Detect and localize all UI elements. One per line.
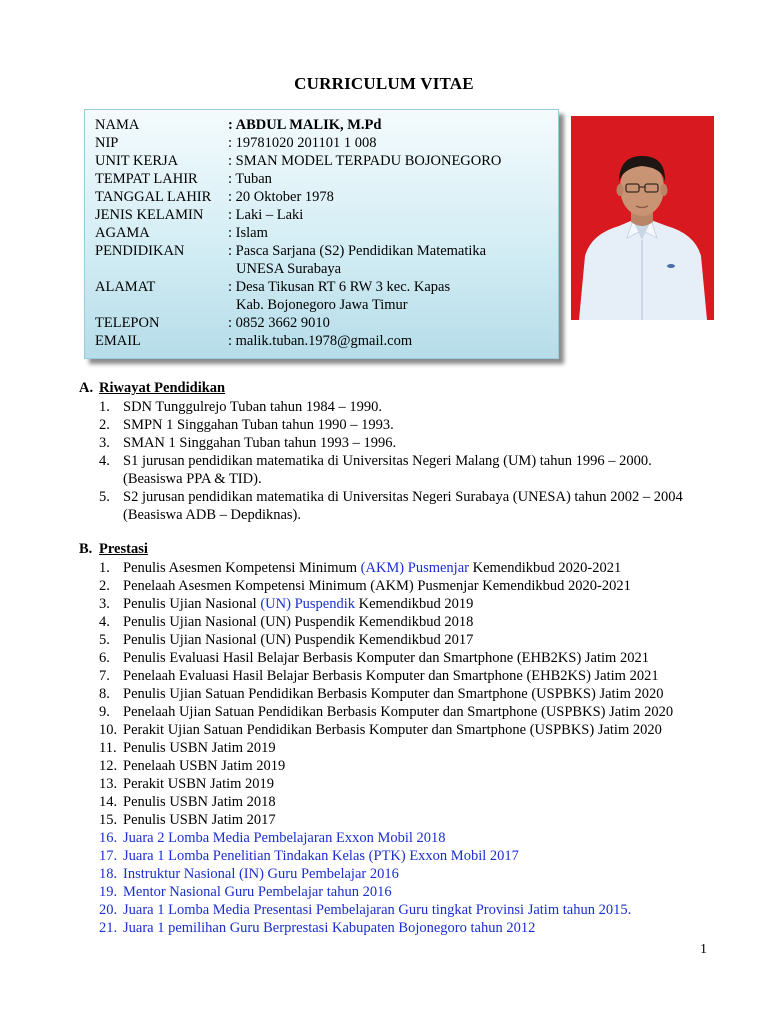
list-number: 2.: [99, 578, 110, 594]
identity-value: : 19781020 201101 1 008: [228, 135, 377, 151]
section-b-heading: [79, 541, 148, 558]
identity-value: : SMAN MODEL TERPADU BOJONEGORO: [228, 153, 502, 169]
identity-label: AGAMA: [95, 225, 150, 241]
person-portrait-icon: [571, 116, 714, 320]
achievement-item: [99, 703, 673, 721]
list-text: Mentor Nasional Guru Pembelajar tahun 2016: [123, 884, 392, 900]
achievement-item: [99, 559, 673, 577]
list-text-continuation: (Beasiswa ADB – Depdiknas).: [123, 507, 302, 523]
list-number: 5.: [99, 632, 110, 648]
identity-value: : 20 Oktober 1978: [228, 189, 334, 205]
list-number: 21.: [99, 920, 118, 936]
list-text: Juara 2 Lomba Media Pembelajaran Exxon Mobil 2018: [123, 830, 446, 846]
list-text: Penulis Evaluasi Hasil Belajar Berbasis Komputer dan Smartphone (EHB2KS) Jatim 2021: [123, 650, 649, 666]
list-number: 10.: [99, 722, 118, 738]
list-number: 5.: [99, 489, 110, 505]
achievement-item: [99, 685, 673, 703]
identity-label: ALAMAT: [95, 279, 156, 295]
list-number: 16.: [99, 830, 118, 846]
list-number: 9.: [99, 704, 110, 720]
list-text: Penelaah Evaluasi Hasil Belajar Berbasis Komputer dan Smartphone (EHB2KS) Jatim 2021: [123, 668, 659, 684]
list-number: 3.: [99, 435, 110, 451]
list-text: S1 jurusan pendidikan matematika di Universitas Negeri Malang (UM) tahun 1996 – 2000.: [123, 453, 652, 469]
profile-photo: [571, 116, 714, 320]
achievement-item: [99, 757, 673, 775]
achievement-item: [99, 847, 673, 865]
section-a-title: Riwayat Pendidikan: [99, 380, 226, 396]
list-number: 17.: [99, 848, 118, 864]
list-text: SMAN 1 Singgahan Tuban tahun 1993 – 1996.: [123, 435, 397, 451]
list-text: Kemendikbud 2019: [355, 596, 474, 612]
list-text: Juara 1 Lomba Penelitian Tindakan Kelas (PTK) Exxon Mobil 2017: [123, 848, 519, 864]
achievement-item: [99, 919, 673, 937]
list-number: 11.: [99, 740, 117, 756]
highlighted-text: (AKM) Pusmenjar: [360, 560, 469, 576]
achievement-item: [99, 649, 673, 667]
highlighted-text: (UN) Puspendik: [260, 596, 355, 612]
achievement-item: [99, 739, 673, 757]
achievement-item: [99, 775, 673, 793]
identity-label: TELEPON: [95, 315, 160, 331]
identity-value: : Desa Tikusan RT 6 RW 3 kec. Kapas: [228, 279, 451, 295]
identity-value: : Tuban: [228, 171, 272, 187]
list-text: Juara 1 Lomba Media Presentasi Pembelajaran Guru tingkat Provinsi Jatim tahun 2015.: [123, 902, 632, 918]
list-text: Instruktur Nasional (IN) Guru Pembelajar 2016: [123, 866, 399, 882]
education-item: [99, 416, 683, 434]
list-number: 1.: [99, 399, 110, 415]
page-number: 1: [700, 942, 707, 957]
achievement-item: [99, 631, 673, 649]
list-number: 4.: [99, 453, 110, 469]
identity-label: TEMPAT LAHIR: [95, 171, 198, 187]
achievement-item: [99, 613, 673, 631]
achievement-item: [99, 829, 673, 847]
list-number: 12.: [99, 758, 118, 774]
identity-label: UNIT KERJA: [95, 153, 179, 169]
identity-value: : Laki – Laki: [228, 207, 304, 223]
list-text: Penulis Ujian Satuan Pendidikan Berbasis Komputer dan Smartphone (USPBKS) Jatim 2020: [123, 686, 664, 702]
list-number: 4.: [99, 614, 110, 630]
education-item: [99, 488, 683, 524]
list-number: 14.: [99, 794, 118, 810]
list-number: 15.: [99, 812, 118, 828]
identity-label: EMAIL: [95, 333, 141, 349]
education-item: [99, 398, 683, 416]
section-a-heading: [79, 380, 225, 397]
list-number: 13.: [99, 776, 118, 792]
section-b-letter: B.: [79, 541, 93, 557]
identity-value: : malik.tuban.1978@gmail.com: [228, 333, 413, 349]
list-text: Penelaah Asesmen Kompetensi Minimum (AKM) Pusmenjar Kemendikbud 2020-2021: [123, 578, 631, 594]
achievement-item: [99, 883, 673, 901]
achievement-item: [99, 577, 673, 595]
identity-label: JENIS KELAMIN: [95, 207, 204, 223]
list-number: 7.: [99, 668, 110, 684]
achievement-list: [99, 559, 673, 937]
list-text: SMPN 1 Singgahan Tuban tahun 1990 – 1993.: [123, 417, 394, 433]
list-number: 6.: [99, 650, 110, 666]
list-number: 1.: [99, 560, 110, 576]
list-text: Penulis USBN Jatim 2018: [123, 794, 276, 810]
list-number: 8.: [99, 686, 110, 702]
identity-value: : 0852 3662 9010: [228, 315, 330, 331]
list-text: Penelaah USBN Jatim 2019: [123, 758, 286, 774]
list-number: 20.: [99, 902, 118, 918]
document-title: CURRICULUM VITAE: [294, 74, 474, 93]
list-number: 18.: [99, 866, 118, 882]
list-number: 3.: [99, 596, 110, 612]
achievement-item: [99, 865, 673, 883]
list-text: S2 jurusan pendidikan matematika di Universitas Negeri Surabaya (UNESA) tahun 2002 – 2004: [123, 489, 683, 505]
identity-value: : ABDUL MALIK, M.Pd: [228, 117, 382, 133]
list-number: 19.: [99, 884, 118, 900]
achievement-item: [99, 595, 673, 613]
section-a-letter: A.: [79, 380, 94, 396]
list-text: Penulis USBN Jatim 2017: [123, 812, 276, 828]
list-text: Penulis Ujian Nasional (UN) Puspendik Kemendikbud 2017: [123, 632, 474, 648]
section-b-title: Prestasi: [99, 541, 148, 557]
list-text: Perakit Ujian Satuan Pendidikan Berbasis Komputer dan Smartphone (USPBKS) Jatim 2020: [123, 722, 662, 738]
achievement-item: [99, 811, 673, 829]
achievement-item: [99, 901, 673, 919]
list-text: Penulis Ujian Nasional: [123, 596, 261, 612]
identity-label: NIP: [95, 135, 119, 151]
list-number: 2.: [99, 417, 110, 433]
list-text: Kemendikbud 2020-2021: [468, 560, 622, 576]
education-item: [99, 434, 683, 452]
identity-value: : Pasca Sarjana (S2) Pendidikan Matematika: [228, 243, 487, 259]
achievement-item: [99, 667, 673, 685]
achievement-item: [99, 793, 673, 811]
identity-value-continuation: Kab. Bojonegoro Jawa Timur: [236, 297, 408, 313]
achievement-item: [99, 721, 673, 739]
list-text: Penulis Ujian Nasional (UN) Puspendik Kemendikbud 2018: [123, 614, 474, 630]
list-text: Penelaah Ujian Satuan Pendidikan Berbasis Komputer dan Smartphone (USPBKS) Jatim 2020: [123, 704, 674, 720]
list-text: Perakit USBN Jatim 2019: [123, 776, 275, 792]
identity-label: NAMA: [95, 117, 140, 133]
list-text-continuation: (Beasiswa PPA & TID).: [123, 471, 262, 487]
list-text: SDN Tunggulrejo Tuban tahun 1984 – 1990.: [123, 399, 383, 415]
list-text: Juara 1 pemilihan Guru Berprestasi Kabupaten Bojonegoro tahun 2012: [123, 920, 536, 936]
list-text: Penulis Asesmen Kompetensi Minimum: [123, 560, 361, 576]
identity-label: TANGGAL LAHIR: [95, 189, 212, 205]
identity-label: PENDIDIKAN: [95, 243, 185, 259]
list-text: Penulis USBN Jatim 2019: [123, 740, 276, 756]
identity-value: : Islam: [228, 225, 268, 241]
identity-value-continuation: UNESA Surabaya: [236, 261, 342, 277]
education-item: [99, 452, 683, 488]
education-list: [99, 398, 683, 524]
